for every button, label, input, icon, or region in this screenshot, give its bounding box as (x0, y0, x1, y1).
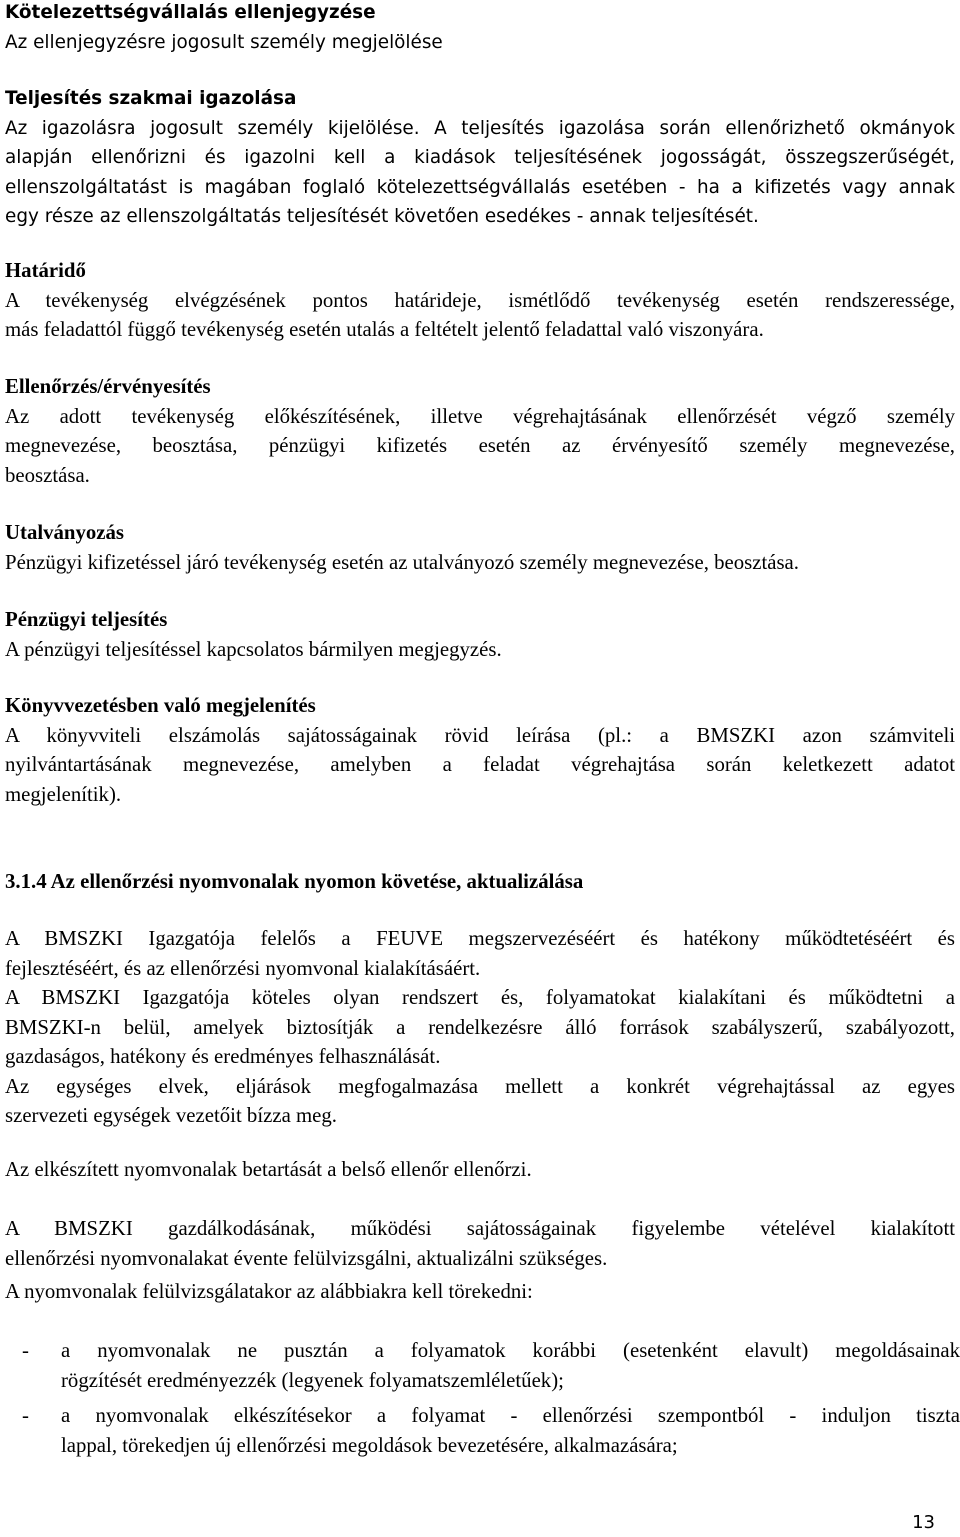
paragraph-line: A BMSZKI Igazgatója felelős a FEUVE megszervezéséért és hatékony működtetéséért és (5, 927, 955, 950)
paragraph-line: A BMSZKI Igazgatója köteles olyan rendszert és, folyamatokat kialakítani és működtetni a (5, 986, 955, 1009)
section-title: Ellenőrzés/érvényesítés (5, 375, 211, 398)
paragraph-line: szervezeti egységek vezetőit bízza meg. (5, 1104, 337, 1127)
section-title: Könyvvezetésben való megjelenítés (5, 694, 316, 717)
paragraph-line: fejlesztéséért, és az ellenőrzési nyomvonal kialakításáért. (5, 956, 481, 980)
section-line: A tevékenység elvégzésének pontos határideje, ismétlődő tevékenység esetén rendszeressége, (5, 288, 955, 312)
paragraph-felulvizsgalat (5, 1214, 955, 1273)
section-line: egy része az ellenszolgáltatás teljesítését követően esedékes - annak teljesítését. (5, 206, 759, 227)
paragraph-betartas: Az elkészített nyomvonalak betartását a belső ellenőr ellenőrzi. (5, 1158, 532, 1181)
list-dash: - (22, 1339, 29, 1362)
section-konyvvezetes (5, 691, 955, 809)
section-ellenorzes (5, 372, 955, 490)
section-line: A könyvviteli elszámolás sajátosságainak rövid leírása (pl.: a BMSZKI azon számviteli (5, 723, 955, 747)
section-teljesites-igazolasa (5, 84, 955, 232)
list-dash: - (22, 1404, 29, 1427)
section-body: Pénzügyi kifizetéssel járó tevékenység esetén az utalványozó személy megnevezése, beosztása. (5, 550, 799, 574)
section-penzugyi-teljesites (5, 605, 955, 664)
paragraph-line: A BMSZKI gazdálkodásának, működési sajátosságainak figyelembe vételével kialakított (5, 1217, 955, 1240)
list-item-line: rögzítését eredményezzék (legyenek folyamatszemléletűek); (61, 1368, 564, 1392)
paragraph-line: BMSZKI-n belül, amelyek biztosítják a rendelkezésre álló források szabályszerű, szabályozott, (5, 1015, 955, 1039)
section-line: ellenszolgáltatást is magában foglaló kötelezettségvállalás esetében - ha a kifizetés vagy annak (5, 176, 955, 198)
list-item-line: a nyomvonalak ne pusztán a folyamatok korábbi (esetenként elavult) megoldásainak (61, 1339, 960, 1362)
paragraph-torekvesek: A nyomvonalak felülvizsgálatakor az alábbiakra kell törekedni: (5, 1280, 533, 1303)
paragraph-line: gazdaságos, hatékony és eredményes felhasználását. (5, 1045, 441, 1068)
section-utalvanyozas (5, 518, 955, 577)
section-line: Az igazolásra jogosult személy kijelölése. A teljesítés igazolása során ellenőrizhető okmányok (5, 117, 955, 139)
paragraph-line: Az egységes elvek, eljárások megfogalmazása mellett a konkrét végrehajtással az egyes (5, 1074, 955, 1098)
paragraph-felelosseg (5, 924, 955, 1131)
section-title: Utalványozás (5, 521, 125, 544)
section-title: Határidő (5, 259, 86, 282)
section-line: megjelenítik). (5, 782, 122, 806)
section-line: más feladattól függő tevékenység esetén utalás a feltételt jelentő feladattal való viszonyára. (5, 318, 764, 341)
section-title: Pénzügyi teljesítés (5, 608, 168, 631)
section-title: Kötelezettségvállalás ellenjegyzése (5, 2, 376, 23)
list-item-line: a nyomvonalak elkészítésekor a folyamat - ellenőrzési szempontból - induljon tiszta (61, 1404, 960, 1427)
chapter-heading: 3.1.4 Az ellenőrzési nyomvonalak nyomon követése, aktualizálása (5, 870, 584, 893)
section-line: beosztása. (5, 463, 90, 487)
list-item-line: lappal, törekedjen új ellenőrzési megoldások bevezetésére, alkalmazására; (61, 1433, 678, 1457)
section-line: megnevezése, beosztása, pénzügyi kifizetés esetén az érvényesítő személy megnevezése, (5, 434, 955, 457)
section-body: Az ellenjegyzésre jogosult személy megjelölése (5, 31, 443, 53)
paragraph-line: ellenőrzési nyomvonalakat évente felülvizsgálni, aktualizálni szükséges. (5, 1246, 608, 1270)
section-line: alapján ellenőrizni és igazolni kell a kiadások teljesítésének jogosságát, összegszerűségét, (5, 147, 955, 168)
page-number: 13 (912, 1512, 935, 1533)
section-line: nyilvántartásának megnevezése, amelyben a feladat végrehajtása során keletkezett adatot (5, 753, 955, 776)
section-line: Az adott tevékenység előkészítésének, illetve végrehajtásának ellenőrzését végző személy (5, 404, 955, 428)
section-ellenjegyzes (5, 0, 955, 57)
section-title: Teljesítés szakmai igazolása (5, 88, 297, 109)
section-body: A pénzügyi teljesítéssel kapcsolatos bármilyen megjegyzés. (5, 637, 502, 661)
section-hatarido (5, 256, 955, 345)
